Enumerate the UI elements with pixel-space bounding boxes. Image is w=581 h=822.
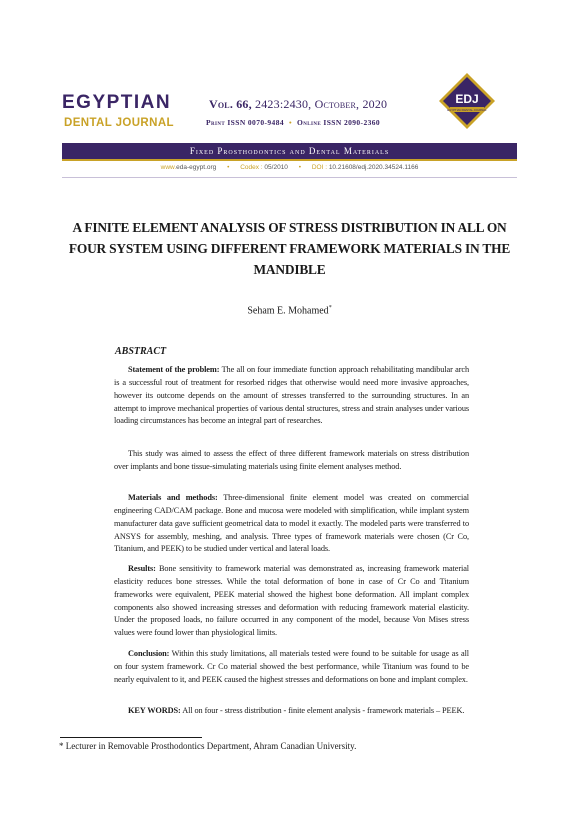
meta-line [62,164,517,171]
author-line [62,305,517,316]
volume-number: Vol. 66, [209,97,256,111]
codex-label: Codex : [240,164,265,171]
journal-logo-subname: DENTAL JOURNAL [64,117,174,129]
issn-info [206,118,380,127]
online-issn: Online ISSN 2090-2360 [297,118,381,127]
abstract-heading: ABSTRACT [115,346,167,357]
doi-link[interactable]: 10.21608/edj.2020.34524.1166 [328,164,419,171]
doi-label: DOI : [311,164,329,171]
website-link[interactable]: eda-egypt.org [176,164,217,171]
separator-dot: • [289,118,293,127]
abstract-methods-paragraph [114,492,469,556]
banner-underline [62,159,517,161]
badge-text: EDJ [455,92,479,106]
volume-date: October, 2020 [314,97,388,111]
author-footnote: * Lecturer in Removable Prosthodontics Department, Ahram Canadian University. [59,741,357,751]
separator-dot: • [298,164,302,171]
paragraph-text: All on four - stress distribution - finite element analysis - framework materials – PEEK. [180,706,465,715]
section-banner: Fixed Prosthodontics and Dental Materials [62,143,517,159]
paragraph-label: Materials and methods: [128,493,218,502]
footnote-divider [60,737,202,738]
paragraph-text: Within this study limitations, all materials tested were found to be suitable for usage as all on four system framework. Cr Co material showed the best performance, while Titanium was found to be nearly equivalent to it, and PEEK caused the highest stresses and deformations on bone and implant complex. [114,649,469,684]
paragraph-label: Statement of the problem: [128,365,220,374]
paragraph-label: Conclusion: [128,649,170,658]
abstract-statement-paragraph [114,364,469,428]
print-issn: Print ISSN 0070-9484 [206,118,285,127]
volume-info [209,97,387,112]
paragraph-text: Three-dimensional finite element model was created on commercial engineering CAD/CAM package. Bone and mucosa were modeled with simplification, while implant system manufacturer data gave sufficient geometrical data to model it exactly. The modeled parts were transferred to ANSYS for assembly, meshing, and analysis. Three types of framework materials were chosen (Cr Co, Titanium, and PEEK) to be studied under vertical and lateral loads. [114,493,469,554]
edj-badge-icon [438,72,496,130]
website-label: www. [160,164,177,171]
abstract-results-paragraph [114,563,469,640]
journal-logo-name: EGYPTIAN [62,92,172,113]
badge-subtext: EGYPTIAN DENTAL JOURNAL [447,108,487,112]
header-divider [62,177,517,178]
volume-pages: 2423:2430, [255,97,315,111]
paragraph-label: Results: [128,564,156,573]
abstract-aim-paragraph [114,448,469,474]
abstract-conclusion-paragraph [114,648,469,687]
paragraph-label: KEY WORDS: [128,706,181,715]
article-title: A FINITE ELEMENT ANALYSIS OF STRESS DISTRIBUTION IN ALL ON FOUR SYSTEM USING DIFFERENT FRAMEWORK MATERIALS IN THE MANDIBLE [68,220,511,277]
paragraph-text: Bone sensitivity to framework material was demonstrated as, increasing framework material elasticity reduces bone stresses. While the total deformation of bone in case of Cr Co and Titanium frameworks were equivalent, PEEK material showed the highest bone deformation. All implant complex components also showed increasing stresses and deformation with reducing framework material elasticity. Under the proposed loads, no failure occurred in any component of the model, because Von Mises stress values were found lower than physiological limits. [114,564,469,638]
keywords-paragraph [114,705,469,718]
author-name: Seham E. Mohamed [247,305,329,317]
separator-dot: • [227,164,230,171]
paragraph-text: The all on four immediate function approach rehabilitating mandibular arch is a successful rout of treatment for resorbed ridges that otherwise would need more invasive approaches, however its outcome depends on the amount of stresses transferred to the surrounding structures. In an attempt to improve mechanical properties of various dental structures, stress and strain analyses under various loading circumstances has become an integral part of researches. [114,365,469,426]
paragraph-text: This study was aimed to assess the effect of three different framework materials on stress distribution over implants and bone tissue-simulating materials using finite element analyses method. [114,449,469,471]
codex-value: 05/2010 [264,164,288,171]
author-footnote-mark: * [328,305,332,311]
